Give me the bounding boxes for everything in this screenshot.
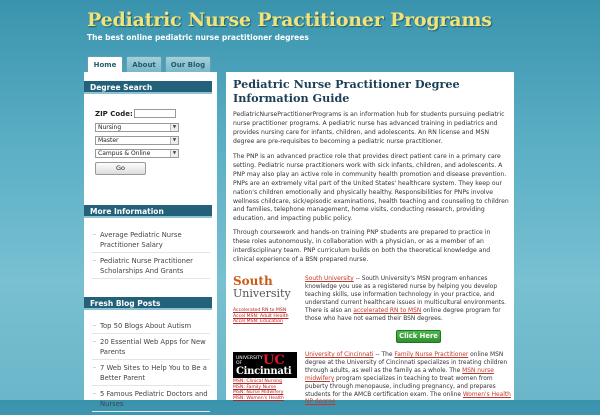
zip-code-input[interactable] [134, 109, 176, 118]
inline-program-link[interactable]: accelerated RN to MSN [353, 307, 422, 314]
blog-post-link[interactable]: Top 50 Blogs About Autism [100, 322, 192, 330]
list-item [92, 337, 210, 360]
description-text: program specializes in teaching to treat women from puberty through menopause, including pregnancy, and prepares students for the AMCB certification exam. The online [305, 375, 496, 398]
bullet-icon: – [93, 390, 96, 397]
chevron-down-icon: ▼ [170, 150, 178, 157]
list-item [92, 363, 210, 386]
campus-type-select-value: Campus & Online [98, 150, 151, 157]
degree-level-select[interactable] [95, 136, 179, 145]
program-link[interactable]: Accel MSN: Education [233, 319, 283, 325]
degree-search-title: Degree Search [84, 81, 212, 94]
more-info-link[interactable]: Average Pediatric Nurse Practitioner Salary [100, 231, 182, 249]
cincinnati-description [305, 352, 511, 407]
list-item [92, 230, 210, 253]
main-content [226, 72, 514, 406]
inline-program-link[interactable]: Family Nurse Practitioner [394, 352, 469, 358]
uc-mark-icon: UC [263, 353, 285, 368]
chevron-down-icon: ▼ [170, 124, 178, 131]
program-link[interactable]: MSN: Clinical Nursing [233, 379, 283, 384]
logo-text: South [233, 274, 273, 288]
logo-text: University [233, 287, 291, 300]
go-button[interactable]: Go [95, 162, 146, 175]
south-program-links [233, 308, 297, 325]
description-text: -- The [373, 352, 395, 358]
tab-our-blog[interactable]: Our Blog [165, 56, 211, 72]
program-link[interactable]: MSN: Family Nurse [233, 384, 277, 390]
bullet-icon: – [93, 338, 96, 345]
program-link[interactable]: Accel MSN: Adult Health [233, 313, 289, 319]
bullet-icon: – [93, 231, 96, 238]
tab-about[interactable]: About [126, 56, 162, 72]
bullet-icon: – [93, 364, 96, 371]
blog-post-link[interactable]: 20 Essential Web Apps for New Parents [100, 338, 206, 356]
sidebar [84, 72, 217, 408]
degree-level-select-value: Master [98, 137, 119, 144]
site-header [0, 0, 600, 72]
program-link[interactable]: MSN: Women's Health [233, 395, 284, 401]
campus-type-select[interactable] [95, 149, 179, 158]
cincinnati-program-links [233, 379, 297, 401]
more-info-title: More Information [84, 205, 212, 218]
page-title: Pediatric Nurse Practitioner Degree Information Guide [233, 77, 460, 105]
program-link[interactable]: MSN: Nurse Midwifery [233, 390, 284, 396]
tab-home[interactable]: Home [87, 56, 123, 73]
school-link[interactable]: South University [305, 276, 354, 282]
bullet-icon: – [93, 322, 96, 329]
list-item [92, 389, 210, 412]
description-text: -- South University's MSN program enhances knowledge you use as a registered nurse by helping you develop teaching skills, use information technology in your practice, and understand current healthcare issues in multicultural environments. There is also an [305, 276, 507, 314]
description-text: online degree program for those who have not earned their BSN degrees. [305, 307, 501, 322]
blog-post-link[interactable]: 5 Famous Pediatric Doctors and Nurses [100, 390, 208, 408]
logo-text: UNIVERSITY OF [236, 356, 263, 366]
description-text: online MSN degree at the University of Cincinnati specializes in treating children through adults, as well as the family as a whole. The [305, 352, 508, 374]
subject-select-value: Nursing [98, 124, 122, 131]
inline-program-link[interactable]: MSN nurse midwifery [305, 367, 494, 382]
zip-code-label: ZIP Code: [95, 110, 133, 118]
site-tagline: The best online pediatric nurse practitioner degrees [87, 33, 309, 42]
blog-posts-list [92, 321, 210, 415]
blog-post-link[interactable]: 7 Web Sites to Help You to Be a Better Parent [100, 364, 207, 382]
inline-program-link[interactable]: Women's Health NP degree [305, 391, 511, 406]
south-university-logo[interactable] [233, 275, 297, 307]
bullet-icon: – [93, 257, 96, 264]
site-title[interactable]: Pediatric Nurse Practitioner Programs [87, 9, 492, 31]
more-info-list [92, 230, 210, 282]
logo-text: Cincinnati [236, 366, 292, 377]
list-item [92, 256, 210, 279]
pnp-role-paragraph: The PNP is an advanced practice role that provides direct patient care in a primary care setting. Pediatric nurse practitioners work with sick infants, children, and adolescents. A PNP may also play an active role in community health promotion and disease prevention. PNPs are an extremely vital part of the United States' healthcare system. They keep our nation's children emotionally and physically healthy. Responsibilities for PNPs involve wellness childcare, sick/episodic examinations, health teaching and counseling to children and families, telephone management, home visits, conducting research, providing education, and impacting public policy. [233, 153, 509, 223]
south-university-description [305, 276, 511, 323]
blog-posts-title: Fresh Blog Posts [84, 297, 212, 310]
intro-paragraph: PediatricNursePractitionerPrograms is an information hub for students pursuing pediatric nurse practitioner programs. A pediatric nurse has advanced training in pediatrics and provides nursing care for infants, children, and adolescents. An RN license and MSN degree are pre-requisites to becoming a pediatric nurse practitioner. [233, 111, 505, 145]
list-item [92, 321, 210, 334]
school-link[interactable]: University of Cincinnati [305, 352, 374, 358]
training-paragraph: Through coursework and hands-on training PNP students are prepared to practice in these roles autonomously, in collaboration with a physician, or as a member of an interdisciplinary team. PNP curriculum builds on both the theoretical knowledge and clinical experience of a BSN prepared nurse. [233, 229, 491, 263]
cincinnati-logo[interactable] [233, 352, 297, 378]
program-link[interactable]: Accelerated RN to MSN [233, 308, 287, 313]
more-info-link[interactable]: Pediatric Nurse Practitioner Scholarships And Grants [100, 257, 193, 275]
subject-select[interactable] [95, 123, 179, 132]
chevron-down-icon: ▼ [170, 137, 178, 144]
click-here-button[interactable]: Click Here [396, 330, 441, 343]
